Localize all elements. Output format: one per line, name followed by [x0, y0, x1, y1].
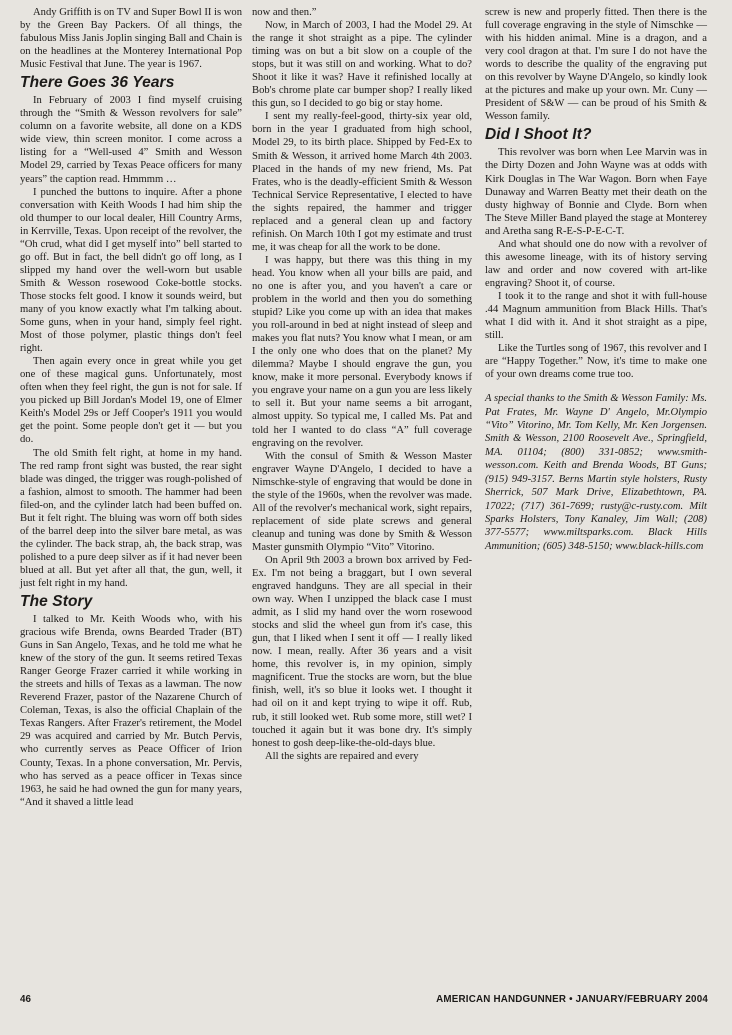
paragraph: All the sights are repaired and every	[265, 750, 419, 762]
page-number: 46	[20, 994, 31, 1005]
paragraph: With the consul of Smith & Wesson Master engraver Wayne D'Angelo, I decided to have a Nimschke-style of engraving that would be done in the style of the 1960s, when the revolver was made. All of the revolver's mechanical work, sight repairs, replacement of side plate screws and general cleanup and tuning was done by Smith & Wesson Master gunsmith Olympio “Vito” Vitorino.	[252, 450, 472, 553]
paragraph: I took it to the range and shot it with full-house .44 Magnum ammunition from Black Hills. That's what I did with it. And it shot straight as a pipe, still.	[485, 290, 707, 342]
section-heading: Did I Shoot It?	[485, 126, 592, 144]
paragraph: Andy Griffith is on TV and Super Bowl II is won by the Green Bay Packers. Of all things, the fabulous Miss Janis Joplin singing Ball and Chain is on the headlines at the Monterey International Pop Music Festival that June. The year is 1967.	[20, 7, 242, 71]
paragraph: The old Smith felt right, at home in my hand. The red ramp front sight was busted, the rear sight blade was dinged, the trigger was rough-polished of a fashion, almost to smooth. The hammer had been filed-on, and the cylinder latch had been buffed on. But it felt right. The bluing was worn off both sides of the barrel deep into the silver bare metal, as was the cylinder. The back strap, ah, the back strap, was polished to a pure deep silver as if it had never been blued at all. But yet after all that, the gun, well, it just felt right in my hand.	[20, 447, 242, 589]
paragraph: screw is new and properly fitted. Then there is the full coverage engraving in the style of Nimschke — with his hidden animal. Mine is a dragon, and a very cool dragon at that. I'm sure I do not have the words to describe the quality of the engraving put on this revolver by Wayne D'Angelo, so kindly look at the pictures and make up your own. Mr. Cuny — President of S&W — can be proud of his Smith & Wesson family.	[485, 7, 707, 123]
section-heading: The Story	[20, 593, 93, 611]
magazine-issue: AMERICAN HANDGUNNER • JANUARY/FEBRUARY 2004	[436, 994, 708, 1005]
paragraph: I sent my really-feel-good, thirty-six year old, born in the year I graduated from high school, Model 29, to its birth place. Shipped by Fed-Ex to Smith & Wesson, it arrived home March 4th 2003. Placed in the hands of my new friend, Ms. Pat Frates, who is the deadly-efficient Smith & Wesson Technical Service Representative, I elected to have the sights repaired, the hammer and trigger replaced and a general clean up and factory refinish. On March 10th I got my estimate and trust me, it was cheap for all the work to be done.	[252, 111, 472, 253]
paragraph: now and then.”	[252, 7, 317, 18]
column-middle	[252, 6, 472, 763]
acknowledgements: A special thanks to the Smith & Wesson Family: Ms. Pat Frates, Mr. Wayne D' Angelo, Mr.Olympio “Vito” Vitorino, Mr. Tom Kelly, Mr. Ken Jorgensen. Smith & Wesson, 2100 Roosevelt Ave., Springfield, MA. 01104; (800) 331-0852; www.smith-wesson.com. Keith and Brenda Woods, BT Guns; (915) 949-3157. Berns Martin style holsters, Rusty Sherrick, 507 Mark Drive, Elizabethtown, PA. 17022; (717) 361-7699; rusty@c-rusty.com. Milt Sparks Holsters, Tony Kanaley, Jim Wall; (208) 377-5577; www.miltsparks.com. Black Hills Ammunition; (605) 348-5150; www.black-hills.com	[485, 393, 707, 552]
section-heading: There Goes 36 Years	[20, 74, 175, 92]
paragraph: Then again every once in great while you get one of these magical guns. Unfortunately, most often when they feel right, the gun is not for sale. If you picked up Bill Jordan's Model 19, one of Elmer Keith's Model 29s or Jeff Cooper's 1911 you would get the point. Some people don't get it — but you do.	[20, 356, 242, 446]
paragraph: Now, in March of 2003, I had the Model 29. At the range it shot straight as a pipe. The cylinder timing was on but a bit slow on a couple of the stops, but it was still on and working. What to do? Shoot it like it was? Have it refinished locally at Bob's chrome plate car bumper shop? I really liked this gun, so I decided to go big or stay home.	[252, 20, 472, 110]
paragraph: I talked to Mr. Keith Woods who, with his gracious wife Brenda, owns Bearded Trader (BT) Guns in San Angelo, Texas, and he told me what he knew of the story of the gun. It seems retired Texas Ranger George Frazer carried it while working in the streets and hills of Texas as a lawman. The now Reverend Frazer, pastor of the Nazarene Church of Coleman, Texas, is also the official Chaplain of the Texas Rangers. After Frazer's retirement, the Model 29 was acquired and carried by Mr. Butch Pervis, who currently serves as Peace Officer of Irion County, Texas. In a phone conversation, Mr. Pervis, who has served as a peace officer in Texas since 1963, he said he had owned the gun for many years, “And it shaved a little lead	[20, 614, 242, 808]
paragraph: And what should one do now with a revolver of this awesome lineage, with its of history serving law and order and now covered with art-like engraving? Shoot it, of course.	[485, 238, 707, 289]
paragraph: In February of 2003 I find myself cruising through the “Smith & Wesson revolvers for sale” column on a favorite website, all done on a KDS wide view, thin screen monitor. I come across a listing for a “Well-used 4” Smith and Wesson Model 29, carried by Texas Peace officers for many years” the caption read. Hmmmm …	[20, 95, 242, 185]
paragraph: I was happy, but there was this thing in my head. You know when all your bills are paid, and no one is after you, and you haven't a care or problem in the world and then you do something stupid? Like you come up with an idea that makes you roll-around in bed at night instead of sleep and makes you flat nuts? You know what I mean, or am I the only one who does that on the planet? My dilemma? Maybe I should engrave the gun, you know, make it more personal. Everybody knows if you engrave your name on a gun you are less likely to sell it. But your name seems a bit arrogant, almost uppity. So typical me, I called Ms. Pat and told her I wanted to do class “A” full coverage engraving on the revolver.	[252, 254, 472, 449]
column-right	[485, 6, 707, 553]
paragraph: Like the Turtles song of 1967, this revolver and I are “Happy Together.” Now, it's time to make one of your own dreams come true too.	[485, 343, 707, 381]
paragraph: I punched the buttons to inquire. After a phone conversation with Keith Woods I had him ship the old thumper to our local dealer, Hill Country Arms, in Kerrville, Texas. Upon receipt of the revolver, the “Oh crud, what did I get myself into” bell started to go off. But in fact, the bell didn't go off long, as I slipped my hand over the well-worn but usable Smith & Wesson rosewood Coke-bottle stocks. Those stocks felt good. I know it sounds weird, but many of you know exactly what I'm talking about. Some guns, when in your hand, simply feel right. Most of those polymer, plastic things don't feel right.	[20, 186, 242, 355]
paragraph: This revolver was born when Lee Marvin was in the Dirty Dozen and John Wayne was at odds with Kirk Douglas in The War Wagon. Born when Faye Dunaway and Warren Beatty met their death on the dusty highway of Bonnie and Clyde. Born when The Steve Miller Band played the stage at Monterey and Aretha sang R-E-S-P-E-C-T.	[485, 147, 707, 237]
column-left	[20, 6, 242, 809]
paragraph: On April 9th 2003 a brown box arrived by Fed-Ex. I'm not being a braggart, but I own several engraved handguns. They are all special in their own way. When I unzipped the black case I must admit, as I slid my hand over the worn rosewood stocks and slid the wheel gun from it's case, this gun, that I liked when I sent it off — I really liked now. I mean, really. After 36 years and a visit home, this revolver is, in my opinion, simply magnificent. True the stocks are worn, but the blue finish, well, it's so blue it looks wet. I thought it had oil on it and kept trying to wipe it off. Rub, rub, it still looked wet. Rub some more, still wet? I touched it again but it was bone dry. It's simply honest to gosh deep-like-the-old-days blue.	[252, 554, 472, 749]
